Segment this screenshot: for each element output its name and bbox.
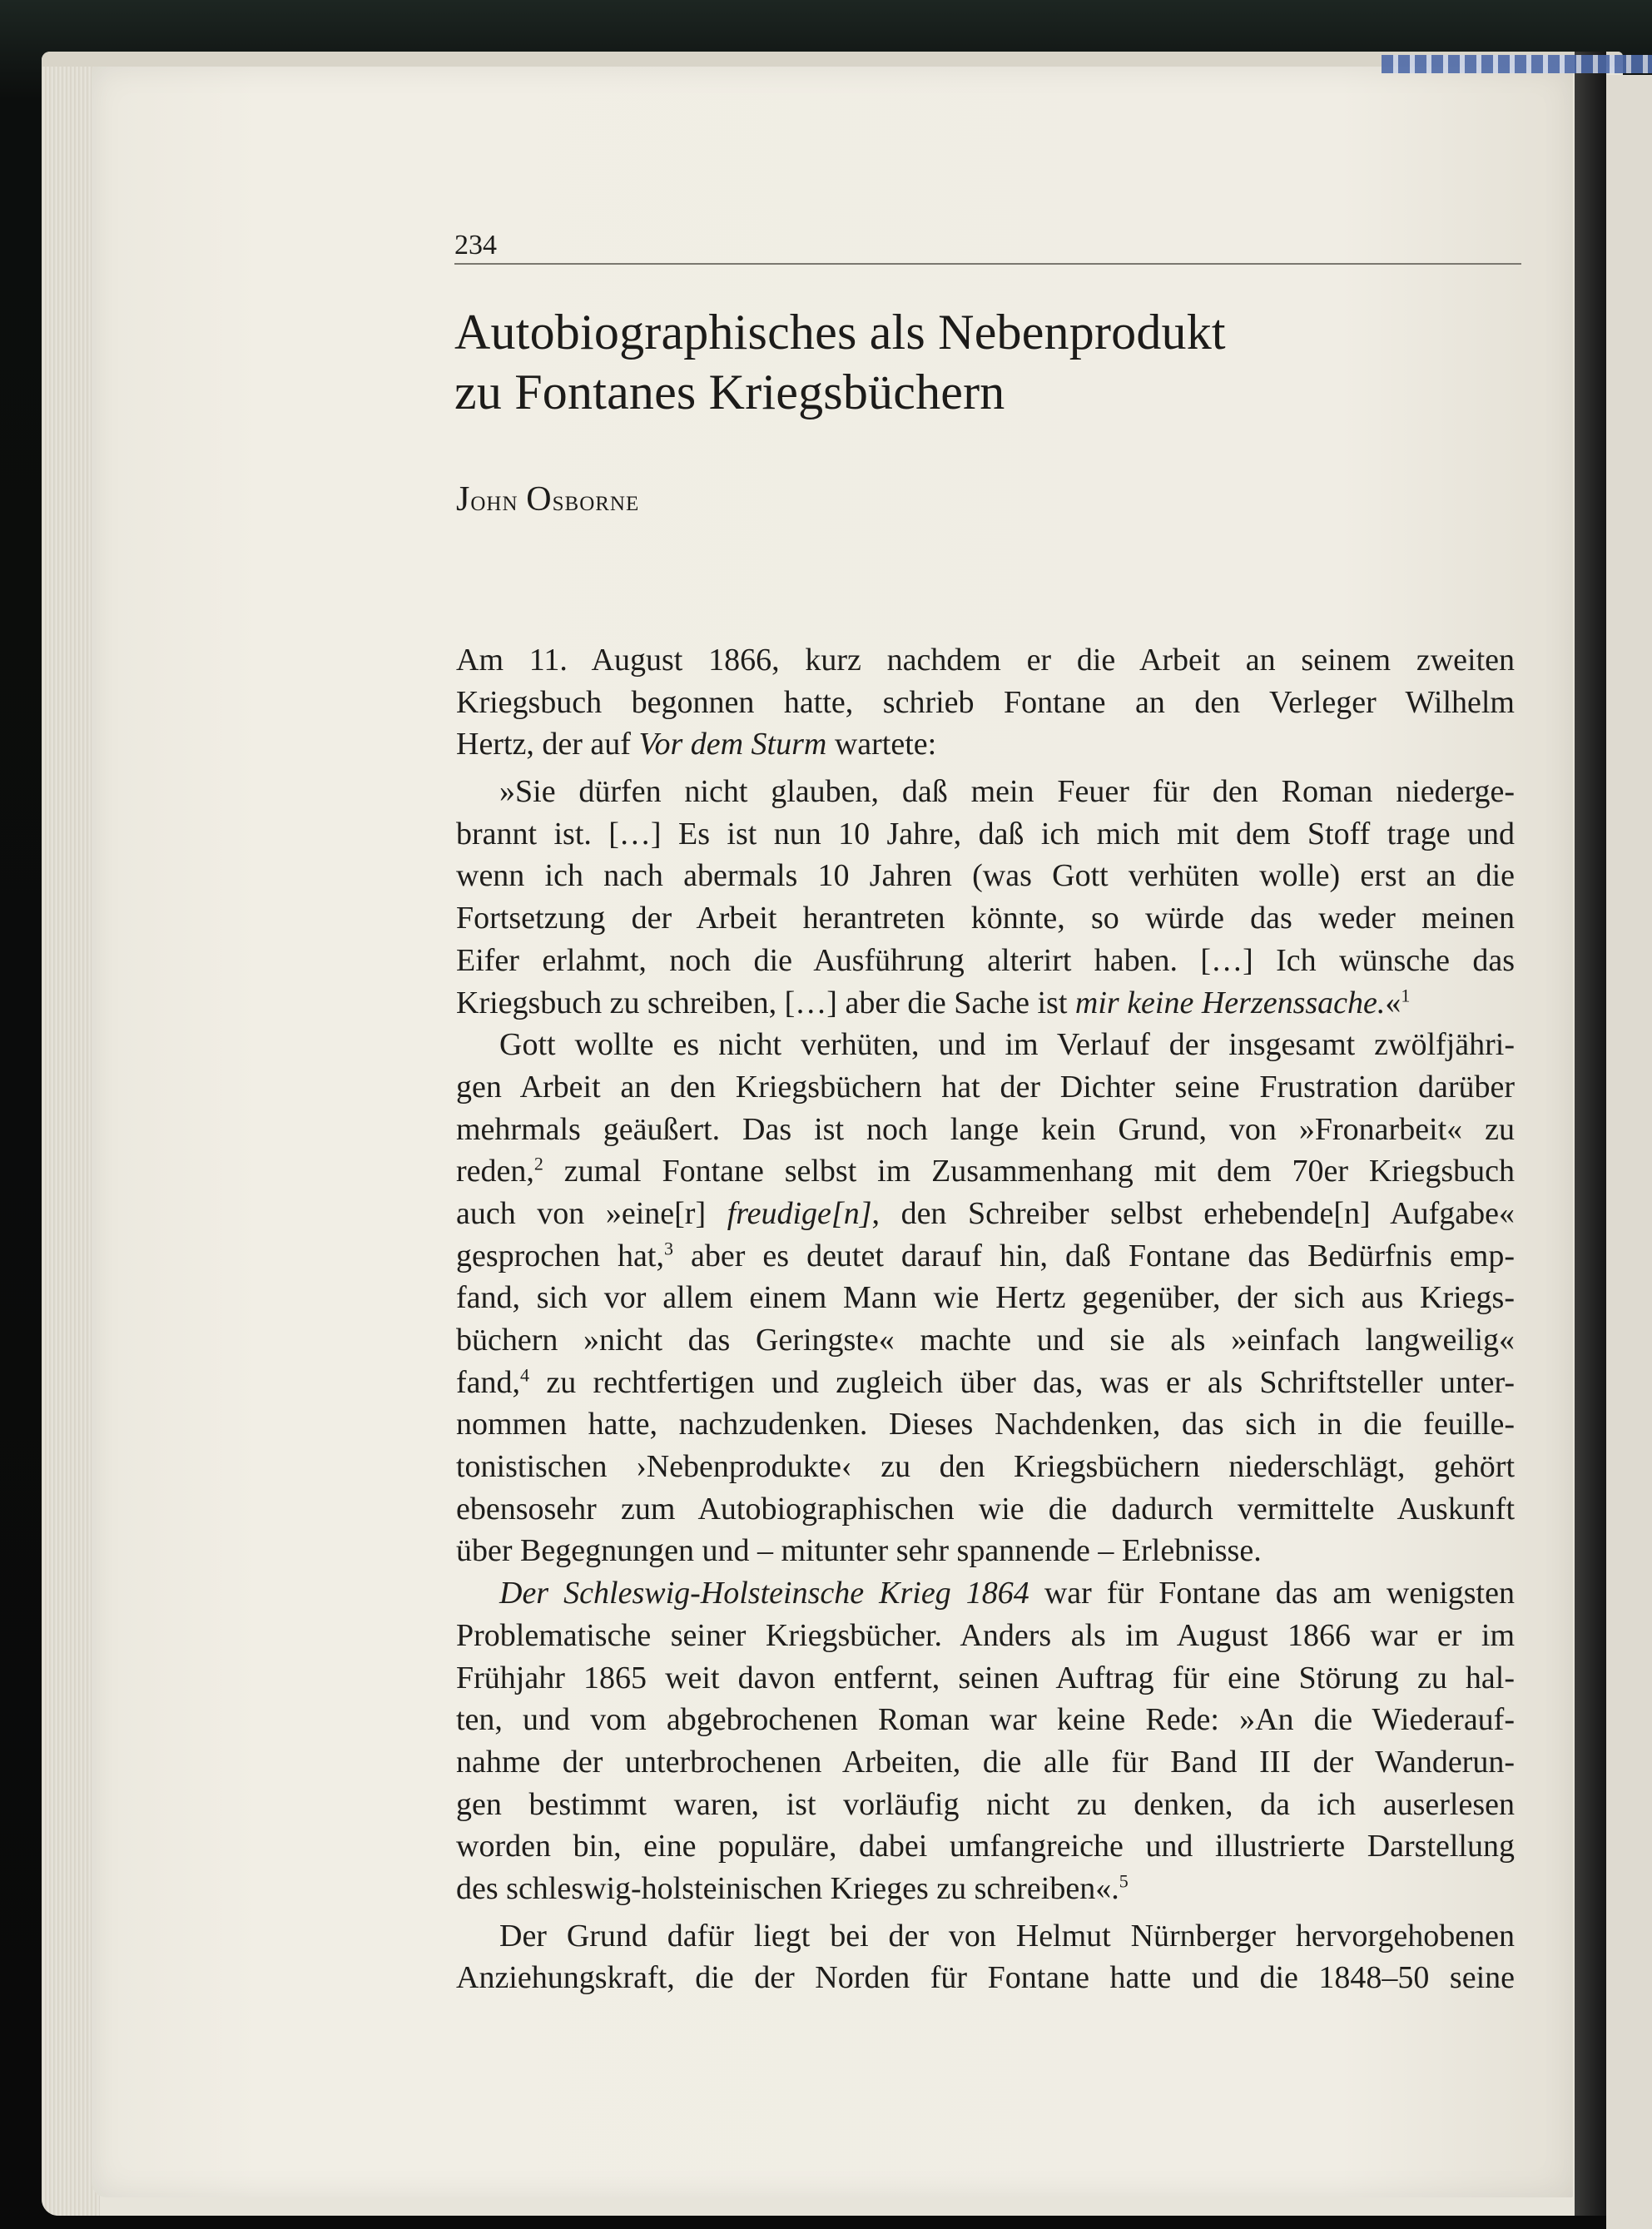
text-line: Frühjahr 1865 weit davon entfernt, seinen Auftrag für eine Störung zu hal-: [456, 1660, 1515, 1695]
paragraph-p1: [456, 639, 1515, 766]
italic-title: freudige[n]: [727, 1195, 872, 1231]
text-run: des schleswig-holsteinischen Krieges zu schreiben«.: [456, 1870, 1119, 1906]
text-line: [456, 1150, 1515, 1193]
text-run: , den Schreiber selbst erhebende[n] Aufgabe«: [871, 1195, 1515, 1231]
italic-title: mir keine Herzenssache.: [1074, 985, 1386, 1020]
text-run: fand,: [456, 1364, 521, 1400]
page-number: 234: [454, 230, 497, 261]
text-line: brannt ist. […] Es ist nun 10 Jahre, daß ich mich mit dem Stoff trage und: [456, 816, 1515, 851]
paragraph-p3: [456, 1572, 1515, 1910]
text-run: wartete:: [826, 727, 937, 762]
text-line: über Begegnungen und – mitunter sehr spannende – Erlebnisse.: [456, 1533, 1262, 1569]
text-line: Problematische seiner Kriegsbücher. Anders als im August 1866 war er im: [456, 1617, 1515, 1653]
text-run: Hertz, der auf: [456, 727, 639, 762]
body-text: [456, 639, 1515, 1999]
text-line: Kriegsbuch begonnen hatte, schrieb Fontane an den Verleger Wilhelm: [456, 684, 1515, 720]
author-last-rest: sborne: [552, 484, 640, 517]
text-line: [456, 1572, 1515, 1615]
text-line: Eifer erlahmt, noch die Ausführung alterirt haben. […] Ich wünsche das: [456, 942, 1515, 978]
text-line: [456, 1868, 1515, 1910]
paragraph-quote: [456, 771, 1515, 1024]
paragraph-p2: [456, 1024, 1515, 1572]
text-run: Kriegsbuch zu schreiben, […] aber die Sache ist: [456, 985, 1075, 1020]
text-line: nommen hatte, nachzudenken. Dieses Nachdenken, das sich in die feuille-: [456, 1407, 1515, 1442]
text-line: mehrmals geäußert. Das ist noch lange kein Grund, von »Fronarbeit« zu: [456, 1111, 1515, 1147]
blue-ribbon-strip: [1382, 55, 1652, 73]
text-run: war für Fontane das am wenigsten: [1029, 1576, 1515, 1611]
text-line: Anziehungskraft, die der Norden für Fontane hatte und die 1848–50 seine: [456, 1960, 1515, 1996]
text-line: [456, 723, 1515, 766]
text-line: gen Arbeit an den Kriegsbüchern hat der Dichter seine Frustration darüber: [456, 1069, 1515, 1105]
chapter-title-line-1: Autobiographisches als Nebenprodukt: [454, 305, 1226, 360]
text-line: gen bestimmt waren, ist vorläufig nicht zu denken, da ich auserlesen: [456, 1786, 1515, 1822]
footnote-marker: 1: [1401, 984, 1411, 1005]
text-run: reden,: [456, 1154, 534, 1189]
text-line: worden bin, eine populäre, dabei umfangreiche und illustrierte Darstellung: [456, 1829, 1515, 1864]
author-last-initial: O: [526, 480, 553, 519]
footnote-marker: 2: [533, 1153, 543, 1174]
text-line: [456, 1193, 1515, 1235]
text-line: [456, 982, 1515, 1025]
text-line: Fortsetzung der Arbeit herantreten könnte, so würde das weder meinen: [456, 901, 1515, 936]
text-line: Der Grund dafür liegt bei der von Helmut Nürnberger hervorgehobenen: [499, 1918, 1515, 1953]
italic-title: Vor dem Sturm: [638, 727, 827, 762]
text-line: [456, 1235, 1515, 1278]
text-run: zumal Fontane selbst im Zusammenhang mit dem 70er Kriegsbuch: [543, 1154, 1515, 1189]
text-line: Am 11. August 1866, kurz nachdem er die Arbeit an seinem zweiten: [456, 643, 1515, 678]
text-line: nahme der unterbrochenen Arbeiten, die alle für Band III der Wanderun-: [456, 1744, 1515, 1780]
right-gutter: [1575, 52, 1606, 2216]
text-line: ebensosehr zum Autobiographischen wie die dadurch vermittelte Auskunft: [456, 1491, 1515, 1527]
text-line: ten, und vom abgebrochenen Roman war keine Rede: »An die Wiederauf-: [456, 1702, 1515, 1738]
footnote-marker: 3: [663, 1237, 673, 1258]
author-name: [456, 479, 639, 519]
text-run: aber es deutet darauf hin, daß Fontane das Bedürfnis emp-: [672, 1238, 1515, 1273]
author-first-rest: ohn: [470, 484, 518, 517]
adjacent-book: [1606, 75, 1652, 2229]
text-line: büchern »nicht das Geringste« machte und sie als »einfach langweilig«: [456, 1323, 1515, 1358]
chapter-title-line-2: zu Fontanes Kriegsbüchern: [454, 365, 1005, 419]
text-line: [456, 1362, 1515, 1404]
text-line: tonistischen ›Nebenprodukte‹ zu den Kriegsbüchern niederschlägt, gehört: [456, 1449, 1515, 1485]
author-first-initial: J: [456, 480, 471, 519]
header-rule: [454, 263, 1521, 265]
text-line: »Sie dürfen nicht glauben, daß mein Feuer für den Roman niederge-: [499, 774, 1515, 810]
italic-title: Der Schleswig-Holsteinsche Krieg 1864: [499, 1576, 1029, 1611]
footnote-marker: 5: [1119, 1870, 1129, 1892]
text-line: fand, sich vor allem einem Mann wie Hertz gegenüber, der sich aus Kriegs-: [456, 1280, 1515, 1316]
text-run: «: [1385, 985, 1401, 1020]
paragraph-p4: [456, 1915, 1515, 1999]
text-run: gesprochen hat,: [456, 1238, 664, 1273]
text-line: Gott wollte es nicht verhüten, und im Verlauf der insgesamt zwölfjähri-: [499, 1027, 1515, 1063]
text-run: zu rechtfertigen und zugleich über das, was er als Schriftsteller unter-: [529, 1364, 1515, 1400]
text-line: wenn ich nach abermals 10 Jahren (was Gott verhüten wolle) erst an die: [456, 858, 1515, 894]
footnote-marker: 4: [520, 1364, 530, 1386]
text-run: auch von »eine[r]: [456, 1195, 727, 1231]
